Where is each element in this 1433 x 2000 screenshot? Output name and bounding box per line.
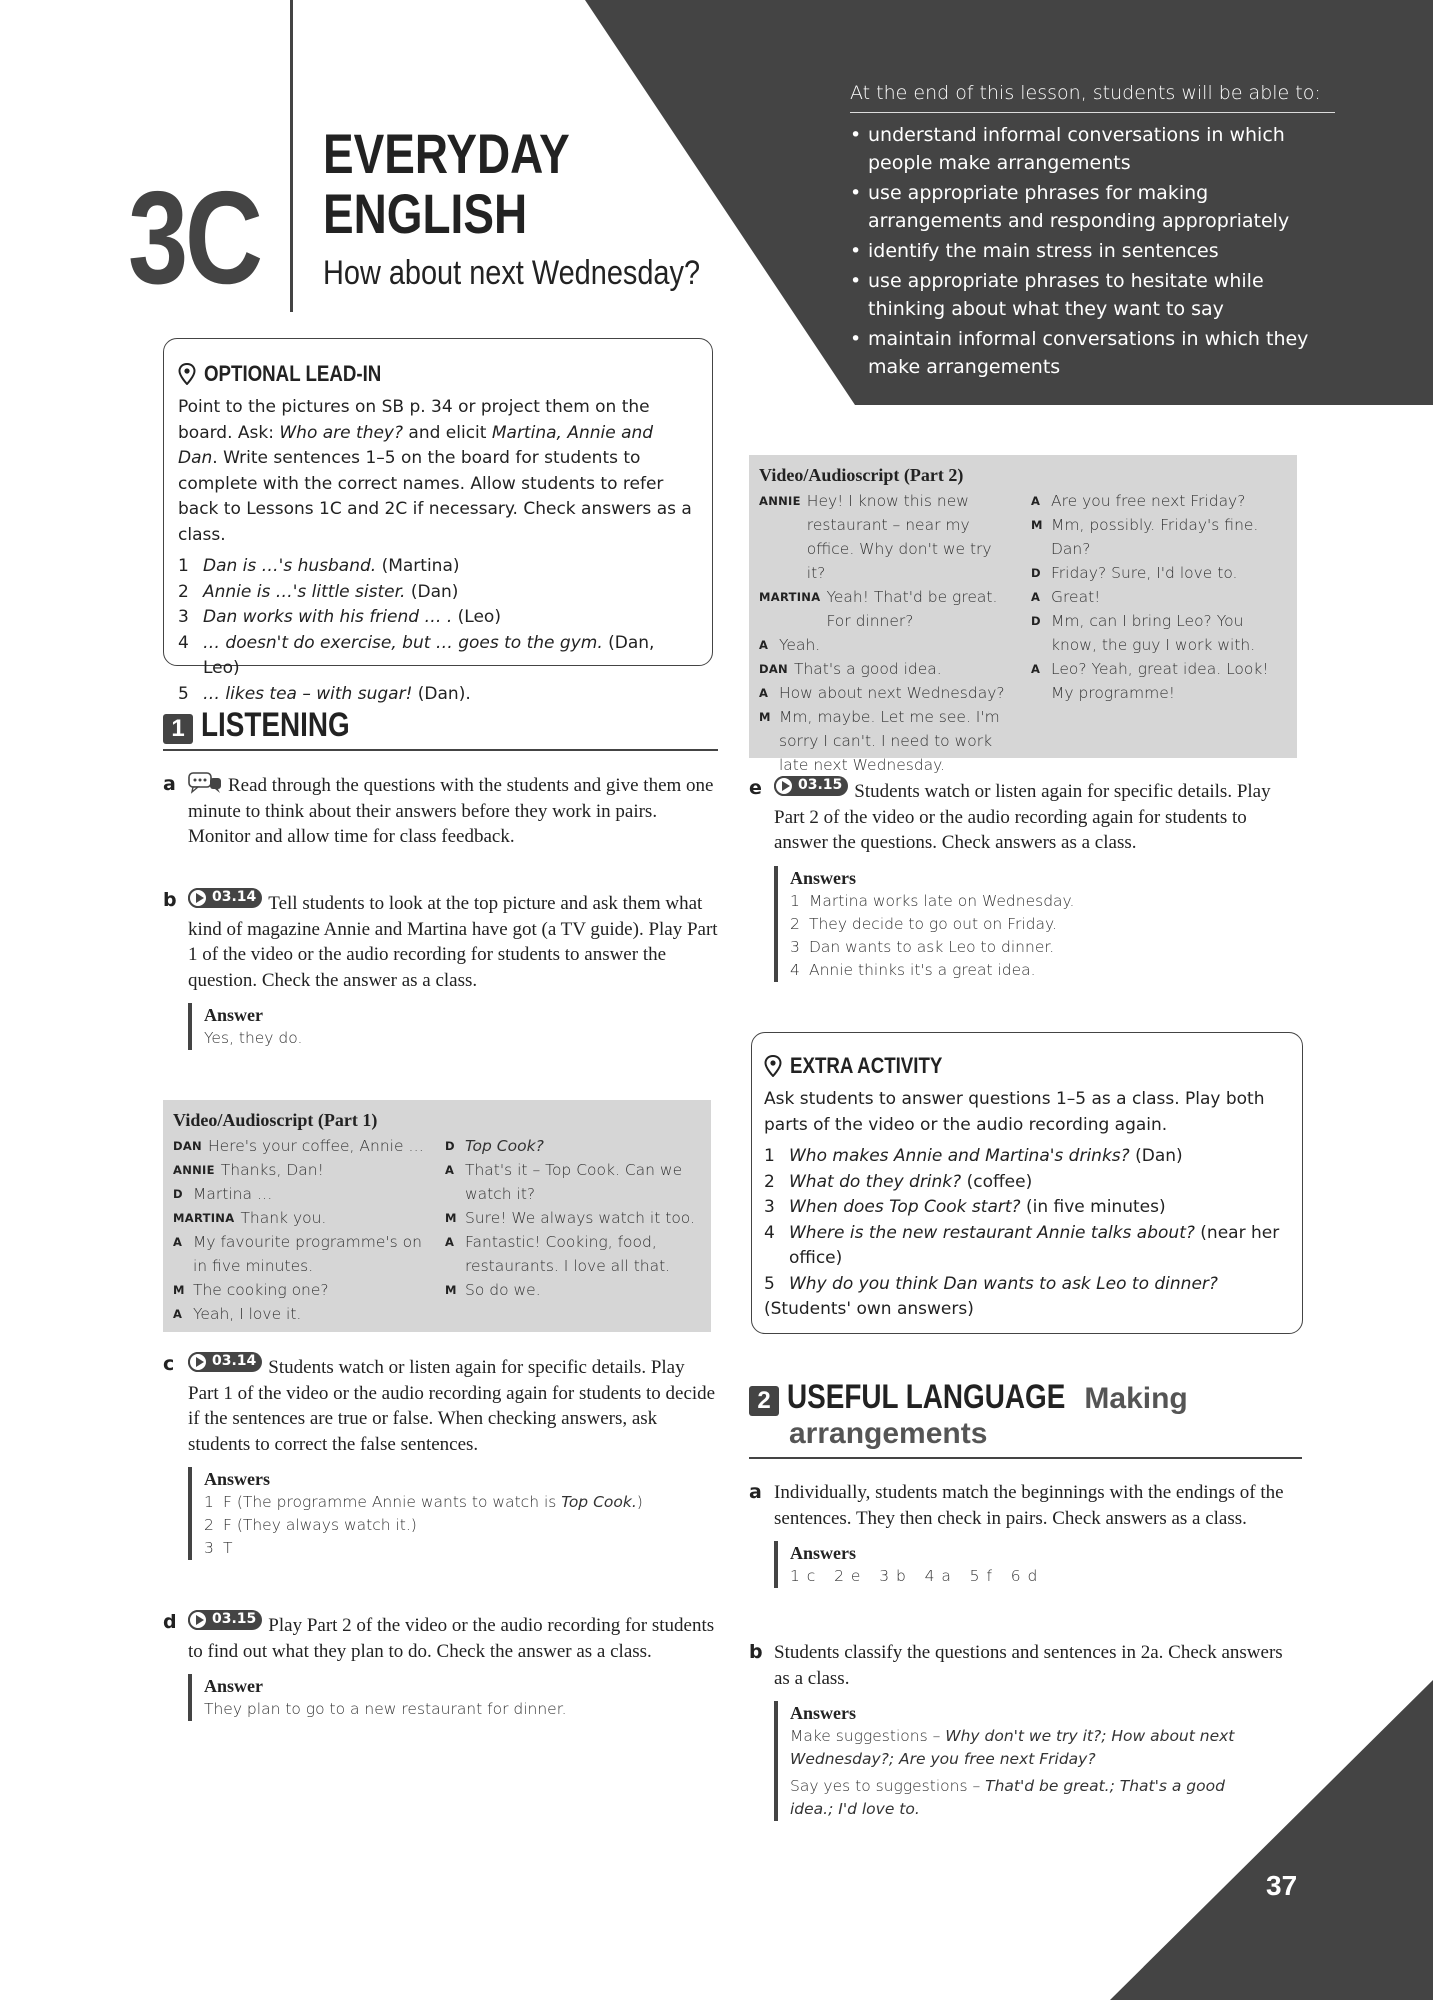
section-number: 1	[163, 714, 193, 744]
audio-track-badge[interactable]: 03.15	[188, 1610, 262, 1630]
script-line: A My favourite programme's on in five minutes.	[173, 1233, 422, 1275]
objective-item: • understand informal conversations in which people make arrangements	[850, 121, 1335, 177]
script-line: A That's it – Top Cook. Can we watch it?	[445, 1161, 683, 1203]
list-item: 5 Why do you think Dan wants to ask Leo to dinner?	[764, 1273, 1218, 1294]
audio-track-badge[interactable]: 03.14	[188, 888, 262, 908]
audioscript-part-2: Video/Audioscript (Part 2) ANNIE Hey! I know this new restaurant – near my office. Why don't we try it? MARTINA Yeah! That'd be great. For dinner? A Yeah. DAN That's a good idea. A How about next Wednesday? M Mm, maybe. Let me see. I'm sorry I can't. I need to work late next Wednesday. A Are you free next Friday? M Mm, possibly. Friday's fine. Dan? D Friday? Sure, I'd love to. A Great! D Mm, can I bring Leo? You know, the guy I work with. A Leo? Yeah, great idea. Look! My programme!	[749, 455, 1297, 758]
audio-track-badge[interactable]: 03.14	[188, 1352, 262, 1372]
unit-code: 3C	[128, 164, 260, 311]
script-line: MARTINA Thank you.	[173, 1209, 327, 1227]
script-line: A Are you free next Friday?	[1031, 492, 1246, 510]
script-line: M Mm, possibly. Friday's fine. Dan?	[1031, 516, 1259, 558]
objective-item: • use appropriate phrases to hesitate while thinking about what they want to say	[850, 267, 1335, 323]
script-line: D Martina …	[173, 1185, 273, 1203]
title-line-1: EVERYDAY	[323, 122, 570, 185]
list-item: 1 Who makes Annie and Martina's drinks? (Dan)	[764, 1146, 1183, 1166]
list-item: 4 Where is the new restaurant Annie talks about? (near her office)	[764, 1222, 1280, 1268]
play-icon	[188, 1352, 208, 1372]
exercise-2a: a Individually, students match the beginnings with the endings of the sentences. They then check in pairs. Check answers as a class. Answers 1 c 2 e 3 b 4 a 5 f 6 d	[749, 1480, 1297, 1588]
answer-block: Answers 1 F (The programme Annie wants to watch is Top Cook.) 2 F (They always watch it.) 3 T	[188, 1467, 718, 1560]
list-item: 2 Annie is …'s little sister. (Dan)	[178, 581, 459, 602]
header-divider	[290, 0, 293, 312]
answer-block: Answers 1 c 2 e 3 b 4 a 5 f 6 d	[774, 1541, 1297, 1588]
page-subtitle: How about next Wednesday?	[323, 254, 701, 292]
objectives-list	[850, 121, 1335, 381]
list-item: 3 Dan works with his friend … . (Leo)	[178, 607, 501, 627]
script-line: MARTINA Yeah! That'd be great. For dinner?	[759, 588, 998, 630]
listening-heading	[163, 706, 718, 751]
exercise-1a: a Read through the questions with the students and give them one minute to think about their answers before they work in pairs. Monitor and allow time for class feedback.	[163, 773, 714, 847]
script-line: ANNIE Thanks, Dan!	[173, 1161, 324, 1179]
location-pin-icon	[764, 1055, 782, 1077]
list-item: 5 … likes tea – with sugar! (Dan).	[178, 683, 471, 704]
section-number: 2	[749, 1386, 779, 1416]
list-item: 2 What do they drink? (coffee)	[764, 1171, 1033, 1192]
script-line: A Great!	[1031, 588, 1101, 606]
section-subtitle: Making	[1084, 1382, 1188, 1415]
exercise-1d: d 03.15 Play Part 2 of the video or the audio recording for students to find out what they plan to do. Check the answer as a class. Answer They plan to go to a new restaurant for dinner.	[163, 1610, 718, 1721]
play-icon	[188, 888, 208, 908]
script-line: M Mm, maybe. Let me see. I'm sorry I can't. I need to work late next Wednesday.	[759, 708, 1000, 774]
useful-language-heading	[749, 1378, 1302, 1459]
script-line: M The cooking one?	[173, 1281, 329, 1299]
lead-in-box	[163, 338, 713, 704]
page-number: 37	[1266, 1870, 1298, 1901]
answer-block: Answers 1 Martina works late on Wednesday. 2 They decide to go out on Friday. 3 Dan wants to ask Leo to dinner. 4 Annie thinks it's a great idea.	[774, 866, 1297, 982]
script-column	[173, 1134, 429, 1326]
pair-work-icon	[188, 772, 222, 794]
script-line: M Sure! We always watch it too.	[445, 1209, 695, 1227]
location-pin-icon	[178, 363, 196, 385]
answer-block: Answer They plan to go to a new restaurant for dinner.	[188, 1674, 718, 1721]
script-line: DAN Here's your coffee, Annie …	[173, 1137, 424, 1155]
objective-item: • identify the main stress in sentences	[850, 237, 1335, 265]
exercise-2b: b Students classify the questions and sentences in 2a. Check answers as a class. Answers Make suggestions – Why don't we try it?; How about next Wednesday?; Are you free next Friday? Say yes to suggestions – That'd be great.; That's a good idea.; I'd love to.	[749, 1640, 1297, 1821]
exercise-1b: b 03.14 Tell students to look at the top picture and ask them what kind of magazine Annie and Martina have got (a TV guide). Play Part 1 of the video or the audio recording for students to answer the question. Check the answer as a class. Answer Yes, they do.	[163, 888, 718, 1050]
answer-block: Answers Make suggestions – Why don't we try it?; How about next Wednesday?; Are you free next Friday? Say yes to suggestions – That'd be great.; That's a good idea.; I'd love to.	[774, 1701, 1260, 1821]
script-line: A Fantastic! Cooking, food, restaurants. I love all that.	[445, 1233, 671, 1275]
extra-activity-heading: EXTRA ACTIVITY	[764, 1053, 1288, 1079]
script-line: ANNIE Hey! I know this new restaurant – near my office. Why don't we try it?	[759, 492, 992, 582]
script-column	[1031, 489, 1287, 777]
exercise-1e: e 03.15 Students watch or listen again for specific details. Play Part 2 of the video or the audio recording again for students to answer the questions. Check answers as a class. Answers 1 Martina works late on Wednesday. 2 They decide to go out on Friday. 3 Dan wants to ask Leo to dinner. 4 Annie thinks it's a great idea.	[749, 776, 1297, 982]
section-subtitle-line-2: arrangements	[789, 1417, 988, 1450]
lead-in-heading: OPTIONAL LEAD-IN	[178, 361, 696, 387]
section-title: LISTENING	[201, 706, 350, 744]
audioscript-part-1: Video/Audioscript (Part 1) DAN Here's your coffee, Annie … ANNIE Thanks, Dan! D Martina … MARTINA Thank you. A My favourite programme's on in five minutes. M The cooking one? A Yeah, I love it. D Top Cook? A That's it – Top Cook. Can we watch it? M Sure! We always watch it too. A Fantastic! Cooking, food, restaurants. I love all that. M So do we.	[163, 1100, 711, 1332]
page-title	[323, 124, 570, 244]
list-item: 3 When does Top Cook start? (in five minutes)	[764, 1197, 1166, 1217]
objectives-panel	[850, 82, 1335, 383]
script-line: A Yeah, I love it.	[173, 1305, 302, 1323]
lead-in-list	[178, 554, 696, 707]
audio-track-badge[interactable]: 03.15	[774, 776, 848, 796]
script-line: DAN That's a good idea.	[759, 660, 942, 678]
script-line: D Friday? Sure, I'd love to.	[1031, 564, 1238, 582]
play-icon	[188, 1610, 208, 1630]
play-icon	[774, 776, 794, 796]
answer-block: Answer Yes, they do.	[188, 1003, 718, 1050]
objectives-intro: At the end of this lesson, students will be able to:	[850, 82, 1335, 113]
title-line-2: ENGLISH	[323, 182, 528, 245]
extra-activity-list	[764, 1144, 1288, 1297]
exercise-1c: c 03.14 Students watch or listen again for specific details. Play Part 1 of the video or the audio recording again for students to decide if the sentences are true or false. When checking answers, ask students to correct the false sentences. Answers 1 F (The programme Annie wants to watch is Top Cook.) 2 F (They always watch it.) 3 T	[163, 1352, 718, 1560]
section-title: USEFUL LANGUAGE	[787, 1378, 1066, 1416]
script-column	[445, 1134, 701, 1326]
script-line: A Leo? Yeah, great idea. Look! My programme!	[1031, 660, 1269, 702]
extra-activity-text: Ask students to answer questions 1–5 as a class. Play both parts of the video or the audio recording again.	[764, 1089, 1265, 1135]
script-line: D Mm, can I bring Leo? You know, the guy I work with.	[1031, 612, 1256, 654]
script-column	[759, 489, 1015, 777]
script-line: A How about next Wednesday?	[759, 684, 1005, 702]
script-line: M So do we.	[445, 1281, 541, 1299]
objective-item: • maintain informal conversations in which they make arrangements	[850, 325, 1335, 381]
script-line: A Yeah.	[759, 636, 821, 654]
extra-activity-tail: (Students' own answers)	[764, 1299, 974, 1319]
list-item: 4 … doesn't do exercise, but … goes to the gym. (Dan, Leo)	[178, 632, 655, 678]
lead-in-text: Point to the pictures on SB p. 34 or project them on the board. Ask: Who are they? and elicit Martina, Annie and Dan. Write sentences 1–5 on the board for students to complete with the correct names. Allow students to refer back to Lessons 1C and 2C if necessary. Check answers as a class.	[178, 397, 692, 545]
objective-item: • use appropriate phrases for making arrangements and responding appropriately	[850, 179, 1335, 235]
list-item: 1 Dan is …'s husband. (Martina)	[178, 556, 460, 576]
extra-activity-box	[751, 1032, 1303, 1334]
script-line: D Top Cook?	[445, 1137, 544, 1155]
